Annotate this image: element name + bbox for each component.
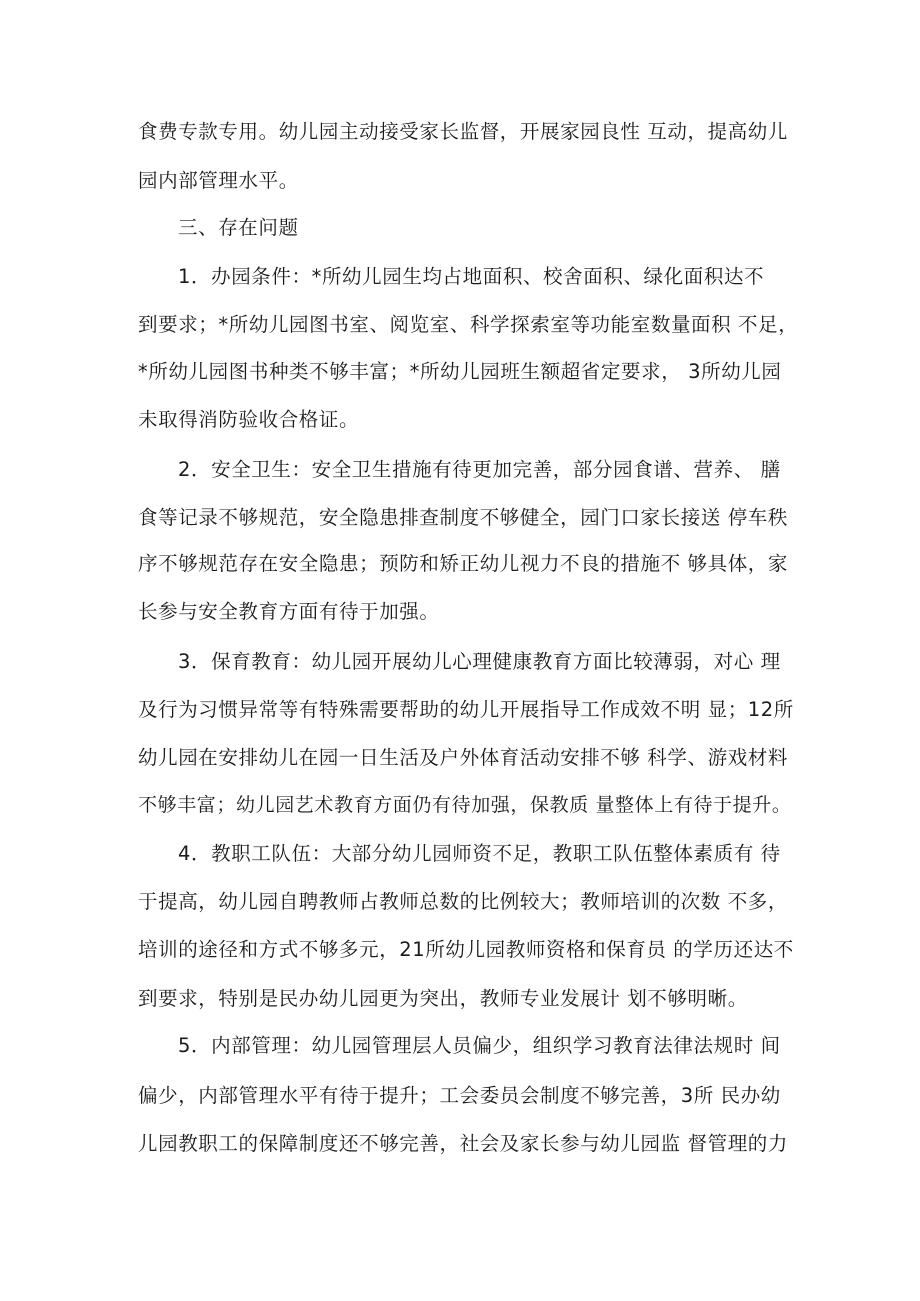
text-line: 4．教职工队伍：大部分幼儿园师资不足，教职工队伍整体素质有 待 <box>178 842 781 865</box>
text-line: 食费专款专用。幼儿园主动接受家长监督，开展家园良性 互动，提高幼儿 <box>138 120 788 143</box>
text-line: 偏少，内部管理水平有待于提升；工会委员会制度不够完善，3所 民办幼 <box>138 1084 781 1107</box>
text-line: 不够丰富；幼儿园艺术教育方面仍有待加强，保教质 量整体上有待于提升。 <box>138 794 792 816</box>
text-line: 1．办园条件：*所幼儿园生均占地面积、校舍面积、绿化面积达不 <box>178 265 765 288</box>
text-line: 于提高，幼儿园自聘教师占教师总数的比例较大；教师培训的次数 不多， <box>138 890 788 913</box>
text-line: 3．保育教育：幼儿园开展幼儿心理健康教育方面比较薄弱，对心 理 <box>178 650 781 673</box>
text-line: 儿园教职工的保障制度还不够完善，社会及家长参与幼儿园监 督管理的力 <box>138 1132 788 1155</box>
text-line: 序不够规范存在安全隐患；预防和矫正幼儿视力不良的措施不 够具体，家 <box>138 552 788 575</box>
text-line: 到要求；*所幼儿园图书室、阅览室、科学探索室等功能室数量面积 不足， <box>138 313 799 336</box>
text-line: *所幼儿园图书种类不够丰富；*所幼儿园班生额超省定要求， 3所幼儿园 <box>138 360 782 383</box>
text-line: 到要求，特别是民办幼儿园更为突出，教师专业发展计 划不够明晰。 <box>138 987 748 1010</box>
text-line: 5．内部管理：幼儿园管理层人员偏少，组织学习教育法律法规时 间 <box>178 1034 781 1057</box>
text-line: 培训的途径和方式不够多元，21所幼儿园教师资格和保育员 的学历还达不 <box>138 938 794 961</box>
text-line: 2．安全卫生：安全卫生措施有待更加完善，部分园食谱、营养、 膳 <box>178 458 781 481</box>
section-heading: 三、存在问题 <box>178 216 299 239</box>
text-line: 及行为习惯异常等有特殊需要帮助的幼儿开展指导工作成效不明 显；12所 <box>138 698 794 721</box>
text-line: 长参与安全教育方面有待于加强。 <box>138 600 440 623</box>
text-line: 食等记录不够规范，安全隐患排查制度不够健全，园门口家长接送 停车秩 <box>138 506 788 529</box>
text-line: 幼儿园在安排幼儿在园一日生活及户外体育活动安排不够 科学、游戏材料 <box>138 746 788 769</box>
text-line: 未取得消防验收合格证。 <box>138 408 360 431</box>
text-line: 园内部管理水平。 <box>138 169 299 192</box>
